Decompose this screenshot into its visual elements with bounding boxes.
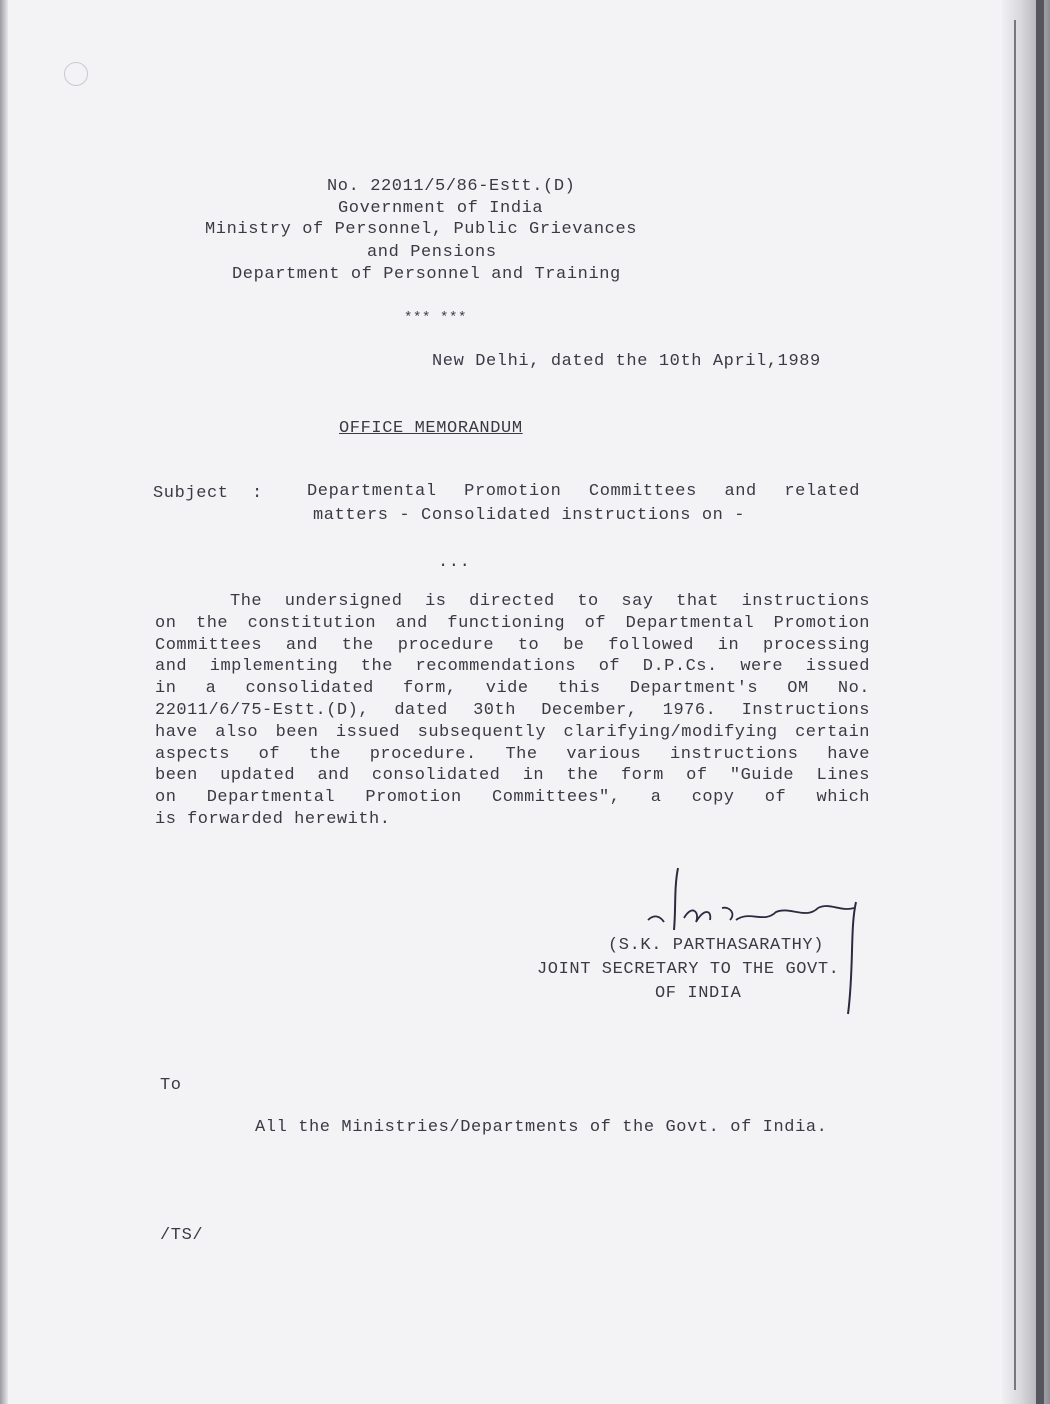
scan-edge-right: [1002, 0, 1050, 1404]
ministry-line-2: and Pensions: [367, 243, 497, 262]
body-line: 22011/6/75-Estt.(D), dated 30th December, 1976. Instructions: [155, 700, 870, 720]
subject-line-1: Departmental Promotion Committees and related: [307, 482, 860, 501]
subject-colon: :: [252, 484, 263, 503]
punch-hole-mark: [64, 62, 88, 86]
body-line: The undersigned is directed to say that instructions: [230, 592, 870, 611]
signatory-designation-1: JOINT SECRETARY TO THE GOVT.: [537, 960, 840, 979]
body-line: Committees and the procedure to be followed in processing: [155, 635, 870, 655]
typist-initials: /TS/: [160, 1226, 204, 1245]
scan-edge-left: [0, 0, 8, 1404]
body-line: on Departmental Promotion Committees", a copy of which: [155, 788, 870, 808]
to-label: To: [160, 1076, 182, 1095]
file-number: No. 22011/5/86-Estt.(D): [327, 177, 576, 196]
date-line: New Delhi, dated the 10th April,1989: [432, 352, 821, 371]
body-line: and implementing the recommendations of D.P.Cs. were issued: [155, 657, 870, 677]
body-line: been updated and consolidated in the form of "Guide Lines: [155, 766, 870, 786]
subject-label: Subject: [153, 484, 229, 503]
subject-line-2: matters - Consolidated instructions on -: [313, 506, 746, 525]
body-line: is forwarded herewith.: [155, 809, 391, 829]
ellipsis: ...: [438, 553, 471, 572]
document-type: OFFICE MEMORANDUM: [339, 419, 523, 438]
header-separator: *** ***: [404, 310, 468, 326]
body-line: aspects of the procedure. The various instructions have: [155, 744, 870, 764]
body-line: on the constitution and functioning of Departmental Promotion: [155, 613, 870, 633]
recipients: All the Ministries/Departments of the Govt. of India.: [255, 1118, 828, 1137]
ministry-line-1: Ministry of Personnel, Public Grievances: [205, 220, 638, 239]
body-line: have also been issued subsequently clarifying/modifying certain: [155, 722, 870, 742]
body-line: in a consolidated form, vide this Department's OM No.: [155, 679, 870, 699]
signatory-designation-2: OF INDIA: [655, 984, 742, 1003]
department-name: Department of Personnel and Training: [232, 265, 621, 284]
signatory-name: (S.K. PARTHASARATHY): [608, 936, 825, 955]
government-name: Government of India: [338, 199, 544, 218]
body-paragraph: [155, 591, 870, 831]
